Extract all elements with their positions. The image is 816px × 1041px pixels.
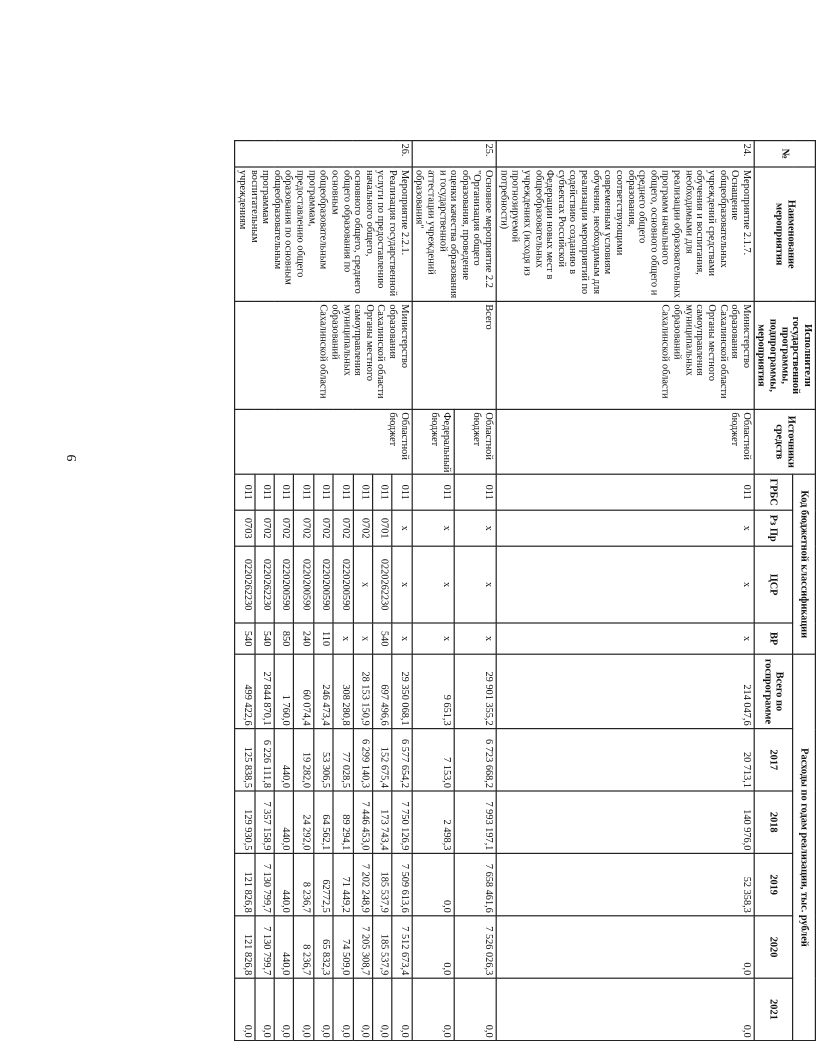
- table-row: [454, 141, 496, 1041]
- cell-2020: 440,0: [274, 916, 294, 978]
- header-year-2019: 2019: [754, 853, 793, 915]
- cell-rzpr: x: [454, 510, 496, 546]
- cell-vr: x: [454, 623, 496, 654]
- cell-rzpr: 0702: [314, 510, 334, 546]
- cell-total: 308 280,8: [333, 654, 353, 728]
- cell-total: 499 422,6: [235, 654, 255, 728]
- cell-vr: x: [496, 623, 754, 654]
- page-number: 9: [65, 454, 80, 462]
- cell-csr: 0220262230: [235, 546, 255, 623]
- cell-total: 29 901 355,2: [454, 654, 496, 728]
- cell-csr: x: [353, 546, 373, 623]
- cell-2019: 0,0: [412, 853, 454, 915]
- cell-2019: 440,0: [274, 853, 294, 915]
- row-executors: Министерство образования Сахалинской области Органы местного самоуправления муниципальных образований Сахалинской области: [496, 301, 754, 409]
- header-total: Всего по госпрограмме: [754, 654, 793, 728]
- row-name: Мероприятие 2.2.1. Реализация государственной услуги по предоставлению начального общего, основного общего, среднего общего образования по основным общеобразовательным программам, предоставлению общего образования по основным общеобразовательным программам воспитательным учреждениям: [235, 167, 412, 301]
- cell-2018: 140 976,0: [496, 791, 754, 853]
- row-name: Мероприятие 2.1.7. Оснащение общеобразовательных учреждений средствами обучения и воспитания, необходимыми для реализации образовательных программ начального общего, основного общего и среднего общего образования, соответствующими современным условиям обучения, необходимым для реализации мероприятий по содействию созданию в субъектах Российской Федерации новых мест в общеобразовательных учреждениях (исходя из прогнозируемой потребности): [496, 167, 754, 301]
- cell-total: 1 760,0: [274, 654, 294, 728]
- cell-2017: 152 675,4: [373, 729, 393, 791]
- cell-rzpr: 0702: [333, 510, 353, 546]
- cell-total: 29 350 068,1: [392, 654, 412, 728]
- cell-2020: 65 832,3: [314, 916, 334, 978]
- cell-2018: 173 743,4: [373, 791, 393, 853]
- cell-2019: 7 658 461,6: [454, 853, 496, 915]
- cell-vr: 540: [373, 623, 393, 654]
- row-number: 24.: [496, 141, 754, 167]
- cell-2021: 0,0: [294, 978, 314, 1040]
- row-number: 26.: [235, 141, 412, 167]
- budget-table: [234, 140, 816, 1041]
- cell-vr: 540: [255, 623, 275, 654]
- cell-grbs: 011: [255, 474, 275, 510]
- cell-total: 27 844 870,1: [255, 654, 275, 728]
- cell-2017: 19 282,0: [294, 729, 314, 791]
- row-executors: Всего: [412, 301, 496, 409]
- header-no: №: [754, 141, 815, 167]
- cell-2018: 440,0: [274, 791, 294, 853]
- cell-2021: 0,0: [454, 978, 496, 1040]
- cell-2019: 8 236,7: [294, 853, 314, 915]
- cell-2019: 71 449,2: [333, 853, 353, 915]
- row-source: Областной бюджет: [235, 409, 412, 474]
- cell-2017: 6 723 668,2: [454, 729, 496, 791]
- cell-2021: 0,0: [353, 978, 373, 1040]
- header-code-group: Код бюджетной классификации: [793, 474, 815, 654]
- cell-vr: 540: [235, 623, 255, 654]
- row-source: Областной бюджет: [454, 409, 496, 474]
- cell-grbs: 011: [294, 474, 314, 510]
- cell-rzpr: x: [496, 510, 754, 546]
- cell-2020: 7 526 026,3: [454, 916, 496, 978]
- cell-rzpr: 0702: [274, 510, 294, 546]
- cell-grbs: 011: [412, 474, 454, 510]
- header-year-2020: 2020: [754, 916, 793, 978]
- cell-2018: 64 562,1: [314, 791, 334, 853]
- cell-csr: 0220200590: [314, 546, 334, 623]
- cell-grbs: 011: [235, 474, 255, 510]
- cell-grbs: 011: [314, 474, 334, 510]
- cell-total: 214 047,6: [496, 654, 754, 728]
- header-rzpr: Рз Пр: [754, 510, 793, 546]
- cell-2019: 7 130 799,7: [255, 853, 275, 915]
- cell-2021: 0,0: [274, 978, 294, 1040]
- cell-rzpr: 0702: [255, 510, 275, 546]
- cell-2020: 185 537,9: [373, 916, 393, 978]
- table-row: [496, 141, 754, 1041]
- cell-csr: 0220262230: [373, 546, 393, 623]
- cell-rzpr: 0702: [353, 510, 373, 546]
- cell-rzpr: 0701: [373, 510, 393, 546]
- cell-2020: 7 205 308,7: [353, 916, 373, 978]
- row-name: Основное мероприятие 2.2 "Организация общего образования, проведение оценки качества образования и государственной аттестации учреждений образования": [412, 167, 496, 301]
- cell-2019: 121 826,8: [235, 853, 255, 915]
- cell-2017: 6 577 654,2: [392, 729, 412, 791]
- cell-2021: 0,0: [235, 978, 255, 1040]
- row-source: Областной бюджет: [496, 409, 754, 474]
- cell-rzpr: x: [412, 510, 454, 546]
- cell-grbs: 011: [392, 474, 412, 510]
- cell-rzpr: x: [392, 510, 412, 546]
- cell-2019: 7 509 613,6: [392, 853, 412, 915]
- cell-2018: 7 357 158,9: [255, 791, 275, 853]
- cell-2018: 89 294,1: [333, 791, 353, 853]
- cell-2021: 0,0: [412, 978, 454, 1040]
- header-grbs: ГРБС: [754, 474, 793, 510]
- cell-rzpr: 0702: [294, 510, 314, 546]
- cell-2020: 0,0: [412, 916, 454, 978]
- row-source: Федеральный бюджет: [412, 409, 454, 474]
- cell-2020: 8 236,7: [294, 916, 314, 978]
- cell-2021: 0,0: [373, 978, 393, 1040]
- cell-2017: 7 153,0: [412, 729, 454, 791]
- cell-2018: 7 993 197,1: [454, 791, 496, 853]
- header-name: Наименование мероприятия: [754, 167, 815, 301]
- header-expense-group: Расходы по годам реализации, тыс. рублей: [793, 654, 815, 1040]
- header-csr: ЦСР: [754, 546, 793, 623]
- cell-csr: 0220262230: [255, 546, 275, 623]
- cell-2019: 62772,5: [314, 853, 334, 915]
- row-executors: Министерство образования Сахалинской области Органы местного самоуправления муниципальных образований Сахалинской области: [235, 301, 412, 409]
- cell-vr: x: [333, 623, 353, 654]
- cell-total: 246 473,4: [314, 654, 334, 728]
- cell-csr: x: [496, 546, 754, 623]
- cell-2019: 185 537,9: [373, 853, 393, 915]
- cell-vr: 110: [314, 623, 334, 654]
- cell-2018: 129 930,5: [235, 791, 255, 853]
- cell-csr: 0220200590: [294, 546, 314, 623]
- cell-2021: 0,0: [496, 978, 754, 1040]
- cell-total: 60 074,4: [294, 654, 314, 728]
- cell-2017: 6 226 111,8: [255, 729, 275, 791]
- cell-vr: 240: [294, 623, 314, 654]
- cell-2018: 2 498,3: [412, 791, 454, 853]
- cell-total: 697 496,6: [373, 654, 393, 728]
- cell-grbs: 011: [274, 474, 294, 510]
- cell-2019: 7 202 248,9: [353, 853, 373, 915]
- header-year-2018: 2018: [754, 791, 793, 853]
- cell-2017: 53 306,5: [314, 729, 334, 791]
- cell-grbs: 011: [496, 474, 754, 510]
- cell-2018: 7 446 453,0: [353, 791, 373, 853]
- cell-2020: 7 512 673,4: [392, 916, 412, 978]
- cell-grbs: 011: [353, 474, 373, 510]
- cell-2018: 24 292,0: [294, 791, 314, 853]
- header-year-2017: 2017: [754, 729, 793, 791]
- cell-csr: 0220200590: [274, 546, 294, 623]
- cell-csr: x: [412, 546, 454, 623]
- cell-2017: 20 713,1: [496, 729, 754, 791]
- cell-2018: 7 750 126,9: [392, 791, 412, 853]
- cell-2020: 121 826,8: [235, 916, 255, 978]
- cell-2017: 77 028,5: [333, 729, 353, 791]
- cell-2017: 440,0: [274, 729, 294, 791]
- cell-vr: x: [392, 623, 412, 654]
- header-executors: Исполнители государственной программы, подпрограммы, мероприятия: [754, 301, 815, 409]
- cell-csr: 0220200590: [333, 546, 353, 623]
- cell-2017: 125 838,5: [235, 729, 255, 791]
- cell-rzpr: 0703: [235, 510, 255, 546]
- header-vr: ВР: [754, 623, 793, 654]
- cell-csr: x: [454, 546, 496, 623]
- cell-grbs: 011: [373, 474, 393, 510]
- cell-vr: 850: [274, 623, 294, 654]
- cell-vr: x: [412, 623, 454, 654]
- cell-csr: x: [392, 546, 412, 623]
- cell-2019: 52 358,3: [496, 853, 754, 915]
- cell-total: 9 651,3: [412, 654, 454, 728]
- cell-grbs: 011: [454, 474, 496, 510]
- header-sources: Источники средств: [754, 409, 815, 474]
- cell-total: 28 153 150,9: [353, 654, 373, 728]
- rotated-table-wrapper: [237, 140, 816, 1038]
- header-year-2021: 2021: [754, 978, 793, 1040]
- cell-grbs: 011: [333, 474, 353, 510]
- cell-2021: 0,0: [314, 978, 334, 1040]
- cell-2021: 0,0: [255, 978, 275, 1040]
- row-number: 25.: [412, 141, 496, 167]
- cell-2020: 0,0: [496, 916, 754, 978]
- cell-2020: 7 130 799,7: [255, 916, 275, 978]
- cell-2020: 74 509,0: [333, 916, 353, 978]
- cell-2017: 6 299 140,3: [353, 729, 373, 791]
- cell-2021: 0,0: [392, 978, 412, 1040]
- cell-2021: 0,0: [333, 978, 353, 1040]
- cell-vr: x: [353, 623, 373, 654]
- table-row: [392, 141, 412, 1041]
- header-row-1: [793, 141, 815, 1041]
